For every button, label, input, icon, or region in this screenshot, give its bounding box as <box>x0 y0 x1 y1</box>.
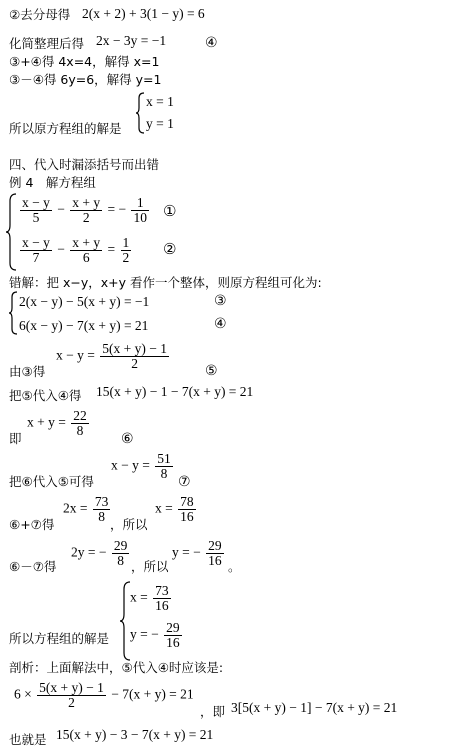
brace-icon <box>6 193 18 271</box>
step-text: ，所以 <box>131 559 169 574</box>
equation-5: x − y = $\frac{5(x + y) - 1}{2}$ <box>56 341 167 371</box>
step-label: 由③得 <box>9 364 46 379</box>
corrected-equation: 3[5(x + y) − 1] − 7(x + y) = 21 <box>231 700 398 715</box>
step-label: ⑥－⑦得 <box>9 559 57 574</box>
equation: 15(x + y) − 1 − 7(x + y) = 21 <box>96 384 254 399</box>
solution-y: y = − $\frac{29}{16}$ <box>130 620 180 650</box>
analysis-text: 剖析：上面解法中，⑤代入④时应该是: <box>9 660 224 675</box>
step-text: 。 <box>228 559 241 574</box>
equation-tag: ④ <box>205 35 218 51</box>
equation-1: $\frac{x - y}{5}$ − $\frac{x + y}{2}$ = − $\frac{1}{10}$ <box>22 195 147 225</box>
step-label: 所以原方程组的解是 <box>9 121 122 136</box>
equation: 2x = $\frac{73}{8}$ <box>63 494 109 524</box>
equation: 2(x + 2) + 3(1 − y) = 6 <box>82 6 205 21</box>
equation-7: x − y = $\frac{51}{8}$ <box>111 451 171 481</box>
equation-4: 6(x − y) − 7(x + y) = 21 <box>19 318 149 333</box>
equation-tag: ① <box>163 202 177 220</box>
step-label: 化简整理后得 <box>9 36 85 51</box>
step-label: 把⑤代入④得 <box>9 388 82 403</box>
solution-y: y = 1 <box>146 116 174 131</box>
step-text: ③+④得 4x=4，解得 x=1 <box>9 54 160 69</box>
step-label: 也就是 <box>9 732 47 747</box>
equation: x = $\frac{78}{16}$ <box>155 494 194 524</box>
equation-6: x + y = $\frac{22}{8}$ <box>27 408 87 438</box>
equation-tag: ⑥ <box>121 431 134 447</box>
equation-tag: ④ <box>214 316 227 332</box>
step-label: 即 <box>9 431 22 446</box>
step-text: ③－④得 6y=6，解得 y=1 <box>9 72 162 87</box>
equation: y = − $\frac{29}{16}$ <box>172 538 222 568</box>
equation-2: $\frac{x - y}{7}$ − $\frac{x + y}{6}$ = $\frac{1}{2}$ <box>22 235 130 265</box>
corrected-equation: 15(x + y) − 3 − 7(x + y) = 21 <box>56 727 214 742</box>
wrong-solution-intro: 错解：把 x−y，x+y 看作一个整体，则原方程组可化为: <box>9 275 322 290</box>
section-title: 四、代入时漏添括号而出错 <box>9 157 160 172</box>
step-label: 所以方程组的解是 <box>9 631 110 646</box>
equation: 2y = − $\frac{29}{8}$ <box>71 538 128 568</box>
equation-tag: ② <box>163 240 177 258</box>
brace-icon <box>136 92 146 134</box>
equation-3: 2(x − y) − 5(x + y) = −1 <box>19 294 150 309</box>
example-title: 例 4 解方程组 <box>9 175 96 190</box>
step-text: ，所以 <box>110 517 148 532</box>
corrected-equation: 6 × $\frac{5(x + y) - 1}{2}$ − 7(x + y) = 21 <box>14 680 194 710</box>
equation: 2x − 3y = −1 <box>96 33 167 48</box>
step-label: ⑥+⑦得 <box>9 517 55 532</box>
equation-tag: ③ <box>214 293 227 309</box>
brace-icon <box>9 291 19 335</box>
solution-x: x = $\frac{73}{16}$ <box>130 583 169 613</box>
step-text: ，即 <box>200 704 226 719</box>
equation-tag: ⑤ <box>205 363 218 379</box>
step-label: 把⑥代入⑤可得 <box>9 474 94 489</box>
solution-x: x = 1 <box>146 94 174 109</box>
step-label: ②去分母得 <box>9 7 71 22</box>
equation-tag: ⑦ <box>178 474 191 490</box>
